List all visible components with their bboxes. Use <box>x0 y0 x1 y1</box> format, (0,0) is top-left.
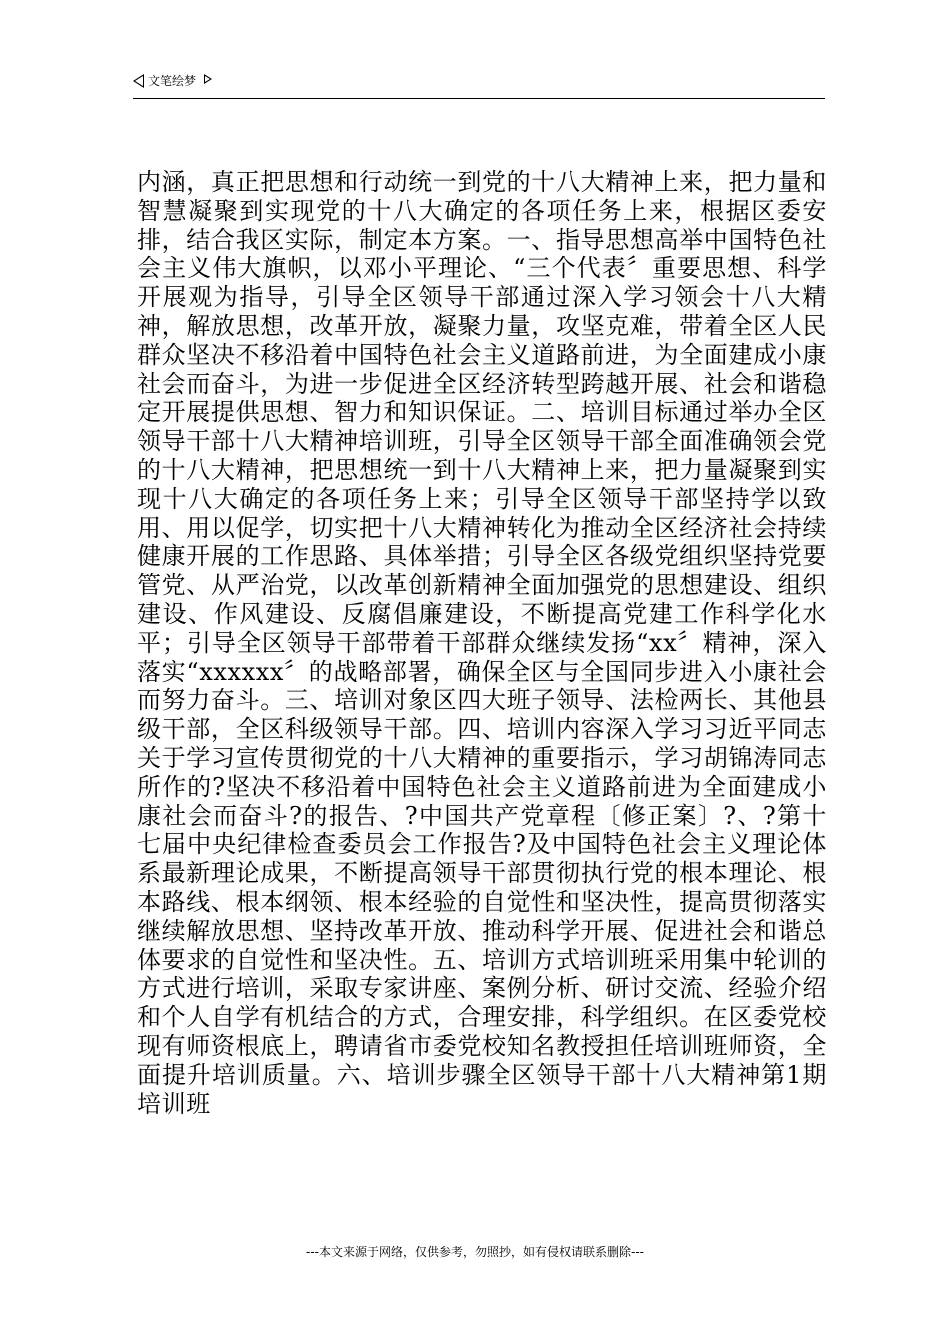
triangle-left-icon <box>133 74 144 88</box>
header-title: 文笔绘梦 <box>148 74 197 88</box>
header-brand <box>133 73 212 89</box>
page-header <box>133 70 825 99</box>
triangle-right-icon <box>204 74 212 84</box>
page-footer-note: ---本文来源于网络，仅供参考，勿照抄，如有侵权请联系删除--- <box>306 1245 644 1259</box>
document-body-text: 内涵，真正把思想和行动统一到党的十八大精神上来，把力量和智慧凝聚到实现党的十八大确定的各项任务上来，根据区委安排，结合我区实际，制定本方案。一、指导思想高举中国特色社会主义伟大旗帜，以邓小平理论、“三个代表〞重要思想、科学开展观为指导，引导全区领导干部通过深入学习领会十八大精神，解放思想，改革开放，凝聚力量，攻坚克难，带着全区人民群众坚决不移沿着中国特色社会主义道路前进，为全面建成小康社会而奋斗，为进一步促进全区经济转型跨越开展、社会和谐稳定开展提供思想、智力和知识保证。二、培训目标通过举办全区领导干部十八大精神培训班，引导全区领导干部全面准确领会党的十八大精神，把思想统一到十八大精神上来，把力量凝聚到实现十八大确定的各项任务上来；引导全区领导干部坚持学以致用、用以促学，切实把十八大精神转化为推动全区经济社会持续健康开展的工作思路、具体举措；引导全区各级党组织坚持党要管党、从严治党，以改革创新精神全面加强党的思想建设、组织建设、作风建设、反腐倡廉建设，不断提高党建工作科学化水平；引导全区领导干部带着干部群众继续发扬“xx〞精神，深入落实“xxxxxx〞的战略部署，确保全区与全国同步进入小康社会而努力奋斗。三、培训对象区四大班子领导、法检两长、其他县级干部，全区科级领导干部。四、培训内容深入学习习近平同志关于学习宣传贯彻党的十八大精神的重要指示，学习胡锦涛同志所作的?坚决不移沿着中国特色社会主义道路前进为全面建成小康社会而奋斗?的报告、?中国共产党章程〔修正案〕?、?第十七届中央纪律检查委员会工作报告?及中国特色社会主义理论体系最新理论成果，不断提高领导干部贯彻执行党的根本理论、根本路线、根本纲领、根本经验的自觉性和坚决性，提高贯彻落实继续解放思想、坚持改革开放、推动科学开展、促进社会和谐总体要求的自觉性和坚决性。五、培训方式培训班采用集中轮训的方式进行培训，采取专家讲座、案例分析、研讨交流、经验介绍和个人自学有机结合的方式，合理安排，科学组织。在区委党校现有师资根底上，聘请省市委党校知名教授担任培训班师资，全面提升培训质量。六、培训步骤全区领导干部十八大精神第1期培训班 <box>137 168 827 1118</box>
